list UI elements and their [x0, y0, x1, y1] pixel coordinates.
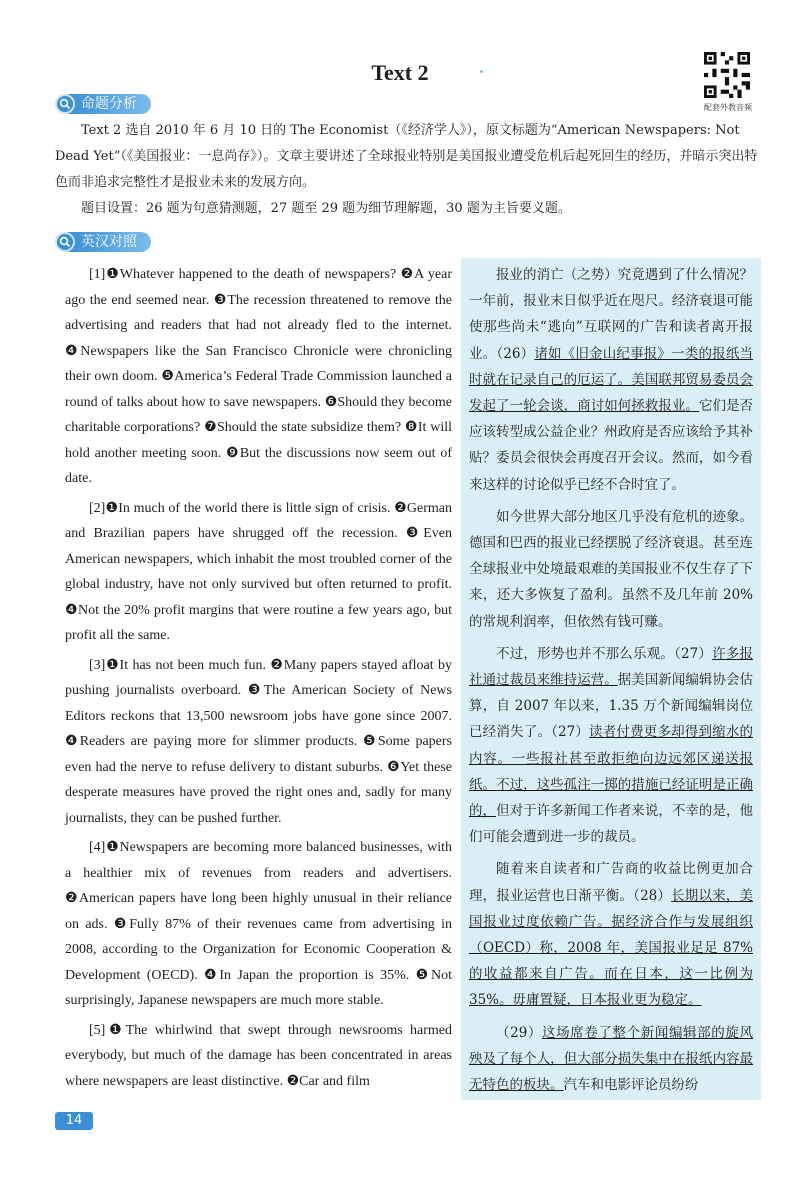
english-paragraph-4: [4]❶Newspapers are becoming more balanced businesses, with a healthier mix of revenues from readers and advertisers. ❷American papers have long been highly unusual in their reliance on ads. ❸Fully 87% of their revenues came from advertising in 2008, according to the Organization for Economic Cooperation & Development (OECD). ❹In Japan the proportion is 35%. ❺Not surprisingly, Japanese newspapers are much more stable. — [65, 840, 452, 1008]
chinese-paragraph-3: 不过，形势也并不那么乐观。（27）许多报社通过裁员来维持运营。据美国新闻编辑协会估算，自 2007 年以来，1.35 万个新闻编辑岗位已经消失了。（27）读者付费更多却得到缩水的内容。一些报社甚至敢拒绝向边远郊区递送报纸。不过，这些孤注一掷的措施已经证明是正确的，但对于许多新闻工作者来说，不幸的是，他们可能会遭到进一步的裁员。 — [469, 645, 754, 846]
page-number: 14 — [55, 1112, 93, 1130]
page-title: Text 2 — [371, 60, 429, 85]
magnifier-icon — [55, 94, 75, 114]
chinese-paragraph-5: （29）这场席卷了整个新闻编辑部的旋风殃及了每个人，但大部分损失集中在报纸内容最无特色的板块。汽车和电影评论员纷纷 — [469, 1024, 753, 1094]
underlined-answer: 读者付费更多却得到缩水的内容。一些报社甚至敢拒绝向边远郊区递送报纸。不过，这些孤注一掷的措施已经证明是正确的， — [469, 724, 753, 820]
magnifier-icon — [55, 232, 75, 252]
chinese-paragraph-2: 如今世界大部分地区几乎没有危机的迹象。德国和巴西的报业已经摆脱了经济衰退。甚至连全球报业中处境最艰难的美国报业不仅生存了下来，还大多恢复了盈利。虽然不及几年前 20% 的常规利润率，但依然有钱可赚。 — [469, 508, 753, 630]
intro-text — [55, 118, 760, 222]
english-paragraph-2: [2]❶In much of the world there is little sign of crisis. ❷German and Brazilian papers have shrugged off the recession. ❸Even American newspapers, which inhabit the most troubled corner of the global industry, have not only survived but often returned to profit. ❹Not the 20% profit margins that were routine a few years ago, but profit all the same. — [65, 500, 452, 643]
qr-code-icon — [704, 52, 750, 98]
decorative-dot — [480, 70, 483, 73]
chinese-paragraph-1: 报业的消亡（之势）究竟遇到了什么情况？一年前，报业末日似乎近在咫尺。经济衰退可能使那些尚未“逃向”互联网的广告和读者离开报业。（26）诸如《旧金山纪事报》一类的报纸当时就在记录自己的厄运了。美国联邦贸易委员会发起了一轮会谈，商讨如何拯救报业。它们是否应该转型成公益企业？州政府是否应该给予其补贴？委员会很快会再度召开会议。然而，如今看来这样的讨论似乎已经不合时宜了。 — [469, 267, 754, 493]
section-label-parallel: 英汉对照 — [67, 232, 151, 252]
chinese-column — [461, 258, 761, 1100]
underlined-answer: 长期以来，美国报业过度依赖广告。据经济合作与发展组织（OECD）称，2008 年，美国报业足足 87% 的收益都来自广告。而在日本，这一比例为 35%。毋庸置疑，日本报业更为稳定。 — [469, 887, 753, 1009]
section-tag-analysis — [55, 93, 151, 115]
section-tag-parallel — [55, 231, 151, 253]
english-paragraph-3: [3]❶It has not been much fun. ❷Many papers stayed afloat by pushing journalists overboard. ❸The American Society of News Editors reckons that 13,500 newsroom jobs have gone since 2007. ❹Readers are paying more for slimmer products. ❺Some papers even had the nerve to refuse delivery to distant suburbs. ❻Yet these desperate measures have proved the right ones and, sadly for many journalists, they can be pushed further. — [65, 657, 452, 826]
intro-paragraph: Text 2 选自 2010 年 6 月 10 日的 The Economist（《经济学人》），原文标题为“American Newspapers: Not Dead Yet”（《美国报业：一息尚存》）。文章主要讲述了全球报业特别是美国报业遭受危机后起死回生的经历，并暗示突出特色而非追求完整性才是报业未来的发展方向。 — [55, 123, 758, 190]
underlined-answer: 许多报社通过裁员来维持运营。 — [469, 645, 754, 689]
underlined-answer: 诸如《旧金山纪事报》一类的报纸当时就在记录自己的厄运了。美国联邦贸易委员会发起了一轮会谈，商讨如何拯救报业。 — [469, 345, 753, 415]
section-label-analysis: 命题分析 — [67, 94, 151, 114]
english-paragraph-5: [5]❶The whirlwind that swept through newsrooms harmed everybody, but much of the damage has been concentrated in areas where newspapers are least distinctive. ❷Car and film — [65, 1022, 452, 1089]
qr-caption: 配套外教音频 — [704, 103, 752, 112]
chinese-paragraph-4: 随着来自读者和广告商的收益比例更加合理，报业运营也日渐平衡。（28）长期以来，美国报业过度依赖广告。据经济合作与发展组织（OECD）称，2008 年，美国报业足足 87% 的收益都来自广告。而在日本，这一比例为 35%。毋庸置疑，日本报业更为稳定。 — [469, 861, 753, 1009]
underlined-answer: 这场席卷了整个新闻编辑部的旋风殃及了每个人，但大部分损失集中在报纸内容最无特色的板块。 — [469, 1024, 753, 1094]
intro-question-setup: 题目设置：26 题为句意猜测题，27 题至 29 题为细节理解题，30 题为主旨要义题。 — [81, 201, 571, 216]
english-column — [65, 262, 452, 1098]
english-paragraph-1: [1]❶Whatever happened to the death of newspapers? ❷A year ago the end seemed near. ❸The recession threatened to remove the advertising and readers that had not already fled to the internet. ❹Newspapers like the San Francisco Chronicle were chronicling their own doom. ❺America’s Federal Trade Commission launched a round of talks about how to save newspapers. ❻Should they become charitable corporations? ❼Should the state subsidize them? ❽It will hold another meeting soon. ❾But the discussions now seem out of date. — [65, 267, 452, 486]
